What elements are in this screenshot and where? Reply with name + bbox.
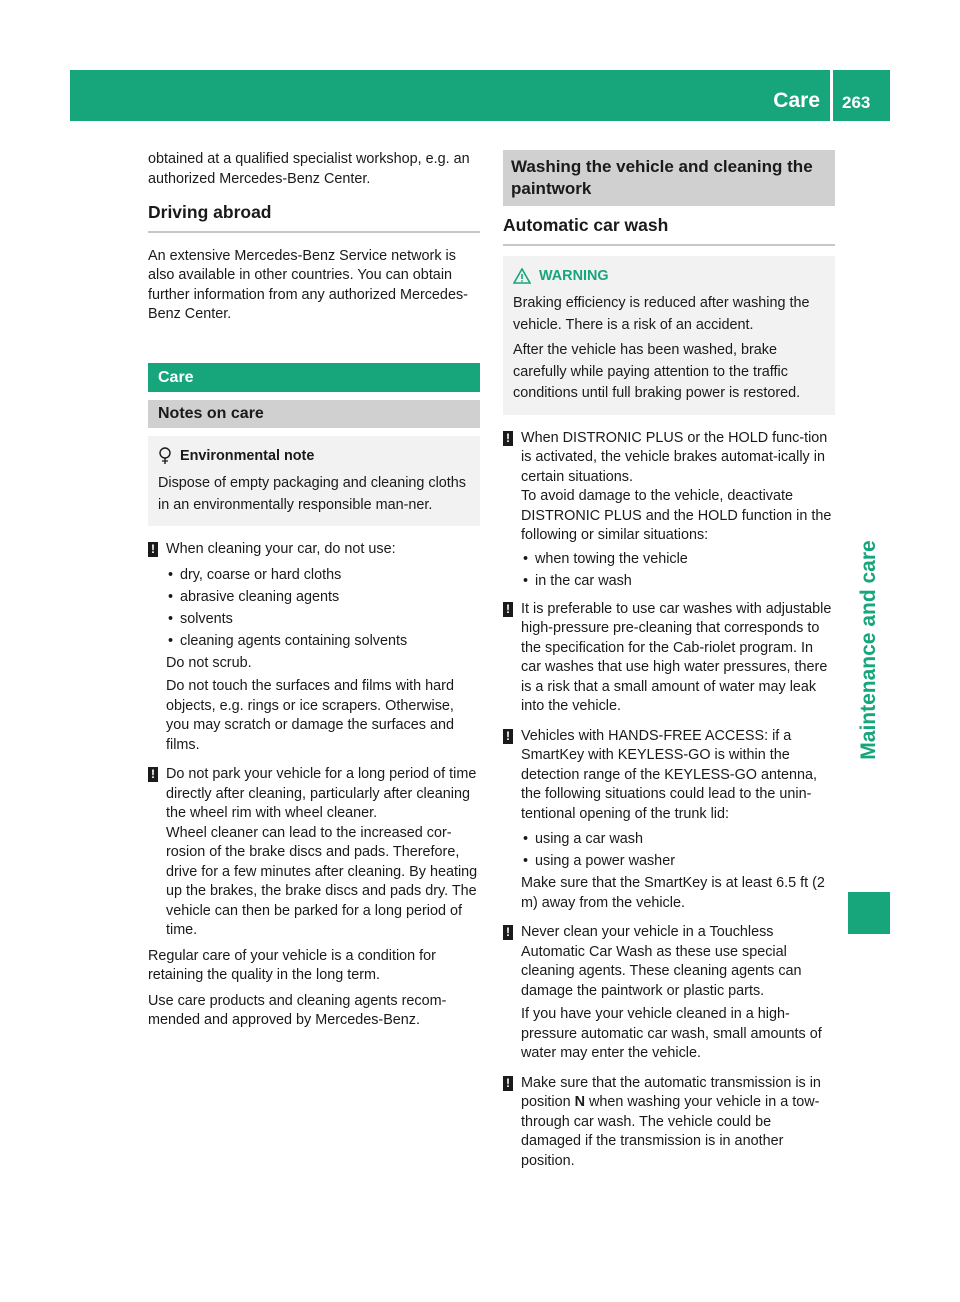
right-column xyxy=(503,150,835,1171)
automatic-car-wash-heading: Automatic car wash xyxy=(503,216,835,246)
environmental-note-text: Dispose of empty packaging and cleaning cloths in an environmentally responsible man-ner. xyxy=(158,475,466,513)
side-tab xyxy=(848,480,890,820)
side-tab-marker xyxy=(848,892,890,934)
list-item: • when towing the vehicle xyxy=(521,548,835,570)
caution-cleaning-intro: When cleaning your car, do not use: xyxy=(166,541,396,557)
hands-free-list xyxy=(521,828,835,872)
page-number: 263 xyxy=(842,93,871,112)
driving-abroad-heading: Driving abroad xyxy=(148,203,480,233)
page-number-box xyxy=(833,70,890,121)
caution-parking-p2: Wheel cleaner can lead to the increased cor-rosion of the brake discs and pads. Therefore, drive for a few minutes after cleaning. By heating up the brakes, the brake discs and pads dry. The vehicle can then be parked for a long period of time. xyxy=(166,824,478,938)
caution-high-pressure xyxy=(503,600,835,717)
caution-cleaning-p2: Do not touch the surfaces and films with hard objects, e.g. rings or ice scrapers. Otherwise, you may scratch or damage the surfaces and films. xyxy=(166,678,454,753)
caution-parking xyxy=(148,765,480,941)
caution-cleaning-p1: Do not scrub. xyxy=(166,654,252,671)
list-item: • abrasive cleaning agents xyxy=(166,586,480,608)
list-item: • in the car wash xyxy=(521,570,835,592)
header-bar xyxy=(70,70,830,121)
transmission-text-after: when washing your vehicle in a tow-through car wash. The vehicle could be damaged if the transmission is in another position. xyxy=(521,1094,820,1169)
washing-section-band: Washing the vehicle and cleaning the paintwork xyxy=(503,150,835,206)
distronic-list xyxy=(521,548,835,592)
warning-triangle-icon xyxy=(513,268,531,284)
list-item: • cleaning agents containing solvents xyxy=(166,630,480,652)
care-paragraph-1: Regular care of your vehicle is a condition for retaining the quality in the long term. xyxy=(148,947,436,983)
transmission-text-before: Make sure that the automatic transmission is in position xyxy=(521,1074,821,1110)
warning-box xyxy=(503,256,835,415)
environmental-note-title: Environmental note xyxy=(180,447,315,464)
left-column xyxy=(148,150,480,1031)
list-item: • using a car wash xyxy=(521,828,835,850)
caution-icon: ! xyxy=(503,1076,513,1091)
caution-transmission-text xyxy=(521,1074,835,1172)
caution-icon: ! xyxy=(503,431,513,446)
warning-title: WARNING xyxy=(539,267,609,284)
caution-hands-free-p2: Make sure that the SmartKey is at least 6.5 ft (2 m) away from the vehicle. xyxy=(521,875,825,911)
caution-icon: ! xyxy=(503,729,513,744)
environmental-note xyxy=(148,436,480,527)
caution-hands-free-p1: Vehicles with HANDS-FREE ACCESS: if a SmartKey with KEYLESS-GO is within the detection range of the KEYLESS-GO antenna, the following situations could lead to the unin-tentional opening of the trunk lid: xyxy=(521,727,817,822)
notes-on-care-band: Notes on care xyxy=(148,400,480,428)
transmission-position: N xyxy=(574,1094,586,1110)
cleaning-list xyxy=(166,564,480,652)
caution-distronic-p2: To avoid damage to the vehicle, deactivate DISTRONIC PLUS and the HOLD function in the following or similar situations: xyxy=(521,488,832,543)
caution-distronic-p1: When DISTRONIC PLUS or the HOLD func-tion is activated, the vehicle brakes automat-ically in certain situations. xyxy=(521,429,828,485)
intro-text: obtained at a qualified specialist workshop, e.g. an authorized Mercedes-Benz Center. xyxy=(148,151,470,187)
caution-icon: ! xyxy=(148,767,158,782)
caution-touchless-p1: Never clean your vehicle in a Touchless Automatic Car Wash as these use special cleaning agents. These cleaning agents can damage the paintwork or plastic parts. xyxy=(521,924,802,999)
caution-touchless-p2: If you have your vehicle cleaned in a high-pressure automatic car wash, small amounts of water may enter the vehicle. xyxy=(521,1006,822,1061)
caution-icon: ! xyxy=(503,602,513,617)
driving-abroad-text: An extensive Mercedes-Benz Service network is also available in other countries. You can obtain further information from any authorized Mercedes-Benz Center. xyxy=(148,247,468,322)
warning-text-1: Braking efficiency is reduced after washing the vehicle. There is a risk of an accident. xyxy=(513,295,810,333)
caution-touchless xyxy=(503,923,835,1064)
care-section-band: Care xyxy=(148,363,480,393)
caution-icon: ! xyxy=(148,542,158,557)
lightbulb-icon xyxy=(158,447,172,465)
header-title: Care xyxy=(773,89,820,112)
caution-icon: ! xyxy=(503,925,513,940)
caution-parking-p1: Do not park your vehicle for a long period of time directly after cleaning, particularly after cleaning the wheel rim with wheel cleaner. xyxy=(166,766,477,821)
caution-distronic xyxy=(503,429,835,592)
caution-hands-free xyxy=(503,727,835,914)
warning-text-2: After the vehicle has been washed, brake carefully while paying attention to the traffic conditions until full braking power is restored. xyxy=(513,342,801,401)
list-item: • using a power washer xyxy=(521,850,835,872)
caution-cleaning xyxy=(148,540,480,755)
caution-high-pressure-text: It is preferable to use car washes with adjustable high-pressure pre-cleaning that corresponds to the specification for the Cab-riolet program. In car washes that use high water pressures, there is a risk that a small amount of water may leak into the vehicle. xyxy=(521,600,832,714)
list-item: • dry, coarse or hard cloths xyxy=(166,564,480,586)
side-tab-label: Maintenance and care xyxy=(857,540,880,760)
list-item: • solvents xyxy=(166,608,480,630)
caution-transmission xyxy=(503,1074,835,1172)
care-paragraph-2: Use care products and cleaning agents recom-mended and approved by Mercedes-Benz. xyxy=(148,992,447,1028)
